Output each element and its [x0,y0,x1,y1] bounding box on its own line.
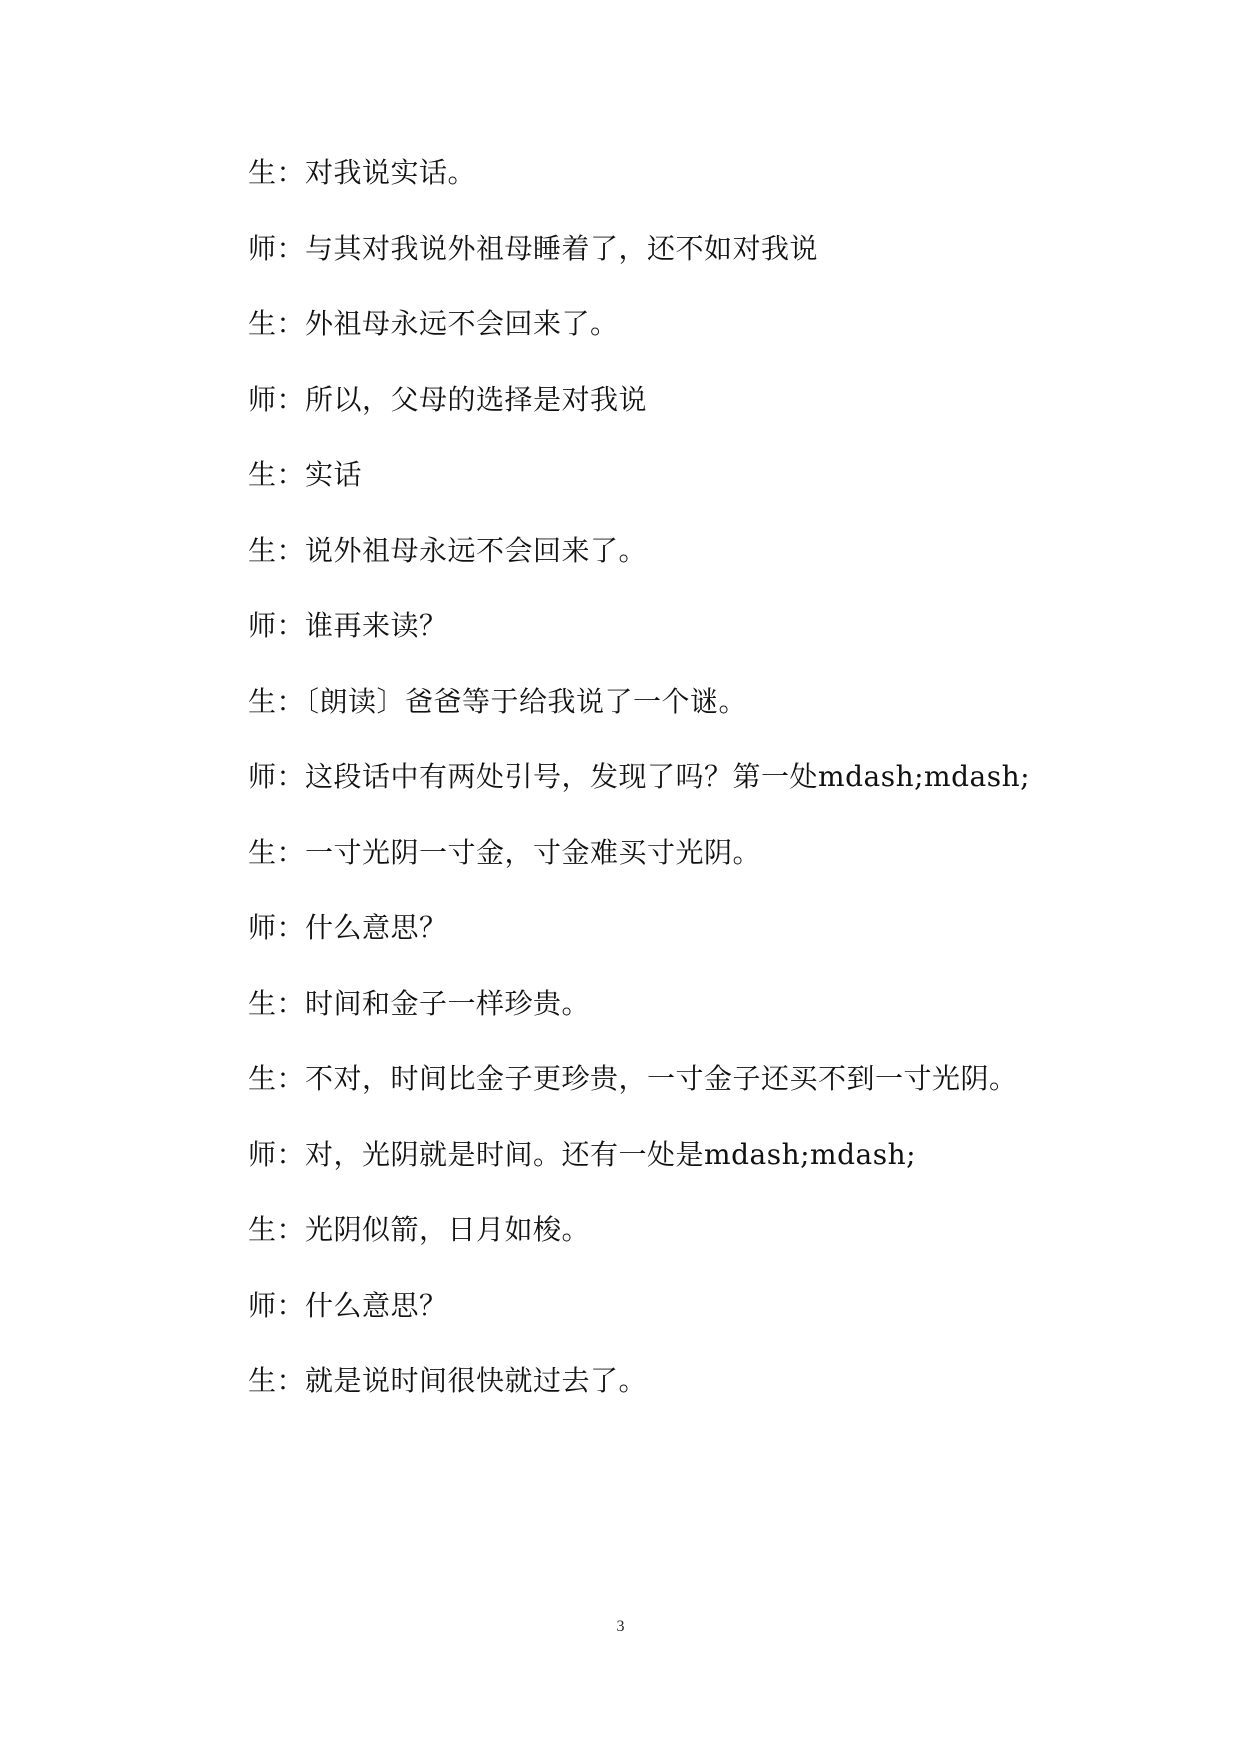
page-number: 3 [616,1618,625,1635]
speaker-label: 生 [248,1062,277,1095]
dialogue-text: 就是说时间很快就过去了。 [305,1364,648,1397]
dialogue-line [248,828,1108,904]
speaker-label: 师 [248,911,277,944]
speaker-label: 生 [248,684,277,718]
speaker-colon: ： [276,533,306,567]
dialogue-text: 对我说实话。 [305,156,477,189]
dialogue-line [248,1356,1108,1432]
speaker-colon: ： [276,382,306,416]
dialogue-line [248,224,1108,300]
speaker-label: 师 [248,609,277,642]
dialogue-list [248,148,1108,1432]
speaker-colon: ： [276,684,306,718]
speaker-label: 生 [248,835,277,869]
dialogue-line [248,1054,1108,1130]
speaker-label: 师 [248,231,277,265]
speaker-colon: ： [276,1213,306,1246]
dialogue-line [248,601,1108,677]
speaker-label: 生 [248,458,277,491]
dialogue-text: 什么意思？ [305,1288,448,1322]
dialogue-text: 对，光阴就是时间。还有一处是mdash;mdash; [305,1137,917,1171]
speaker-label: 师 [248,760,277,793]
dialogue-text: 所以，父母的选择是对我说 [305,382,648,416]
speaker-colon: ： [276,1288,306,1322]
dialogue-line [248,903,1108,979]
speaker-colon: ： [276,835,306,869]
dialogue-text: 外祖母永远不会回来了。 [305,307,619,340]
speaker-colon: ： [276,156,306,189]
dialogue-line [248,1281,1108,1357]
speaker-label: 生 [248,1364,277,1397]
speaker-label: 师 [248,382,277,416]
dialogue-text: 光阴似箭，日月如梭。 [305,1213,591,1246]
speaker-label: 生 [248,533,277,567]
dialogue-line [248,1205,1108,1281]
speaker-colon: ： [276,1364,306,1397]
speaker-colon: ： [276,1062,306,1095]
dialogue-text: 时间和金子一样珍贵。 [305,986,591,1020]
dialogue-line [248,677,1108,753]
speaker-label: 师 [248,1288,277,1322]
dialogue-line [248,299,1108,375]
dialogue-line [248,375,1108,451]
dialogue-text: 与其对我说外祖母睡着了，还不如对我说 [305,231,819,265]
dialogue-text: 不对，时间比金子更珍贵，一寸金子还买不到一寸光阴。 [305,1062,1018,1095]
speaker-colon: ： [276,458,306,491]
dialogue-text: 实话 [305,458,363,491]
dialogue-text: 说外祖母永远不会回来了。 [305,533,648,567]
dialogue-text: 什么意思？ [305,911,448,944]
speaker-colon: ： [276,911,306,944]
dialogue-line [248,979,1108,1055]
speaker-label: 生 [248,156,277,189]
dialogue-line [248,526,1108,602]
dialogue-line [248,1130,1108,1206]
speaker-colon: ： [276,760,306,793]
dialogue-text: 〔朗读〕爸爸等于给我说了一个谜。 [305,684,748,718]
speaker-label: 生 [248,307,277,340]
speaker-colon: ： [276,231,306,265]
speaker-colon: ： [276,986,306,1020]
dialogue-line [248,450,1108,526]
speaker-label: 生 [248,1213,277,1246]
dialogue-text: 谁再来读？ [305,609,448,642]
dialogue-text: 这段话中有两处引号，发现了吗？第一处mdash;mdash; [305,760,1031,793]
speaker-colon: ： [276,609,306,642]
speaker-label: 师 [248,1137,277,1171]
speaker-label: 生 [248,986,277,1020]
dialogue-line [248,148,1108,224]
dialogue-text: 一寸光阴一寸金，寸金难买寸光阴。 [305,835,762,869]
dialogue-line [248,752,1108,828]
speaker-colon: ： [276,307,306,340]
speaker-colon: ： [276,1137,306,1171]
